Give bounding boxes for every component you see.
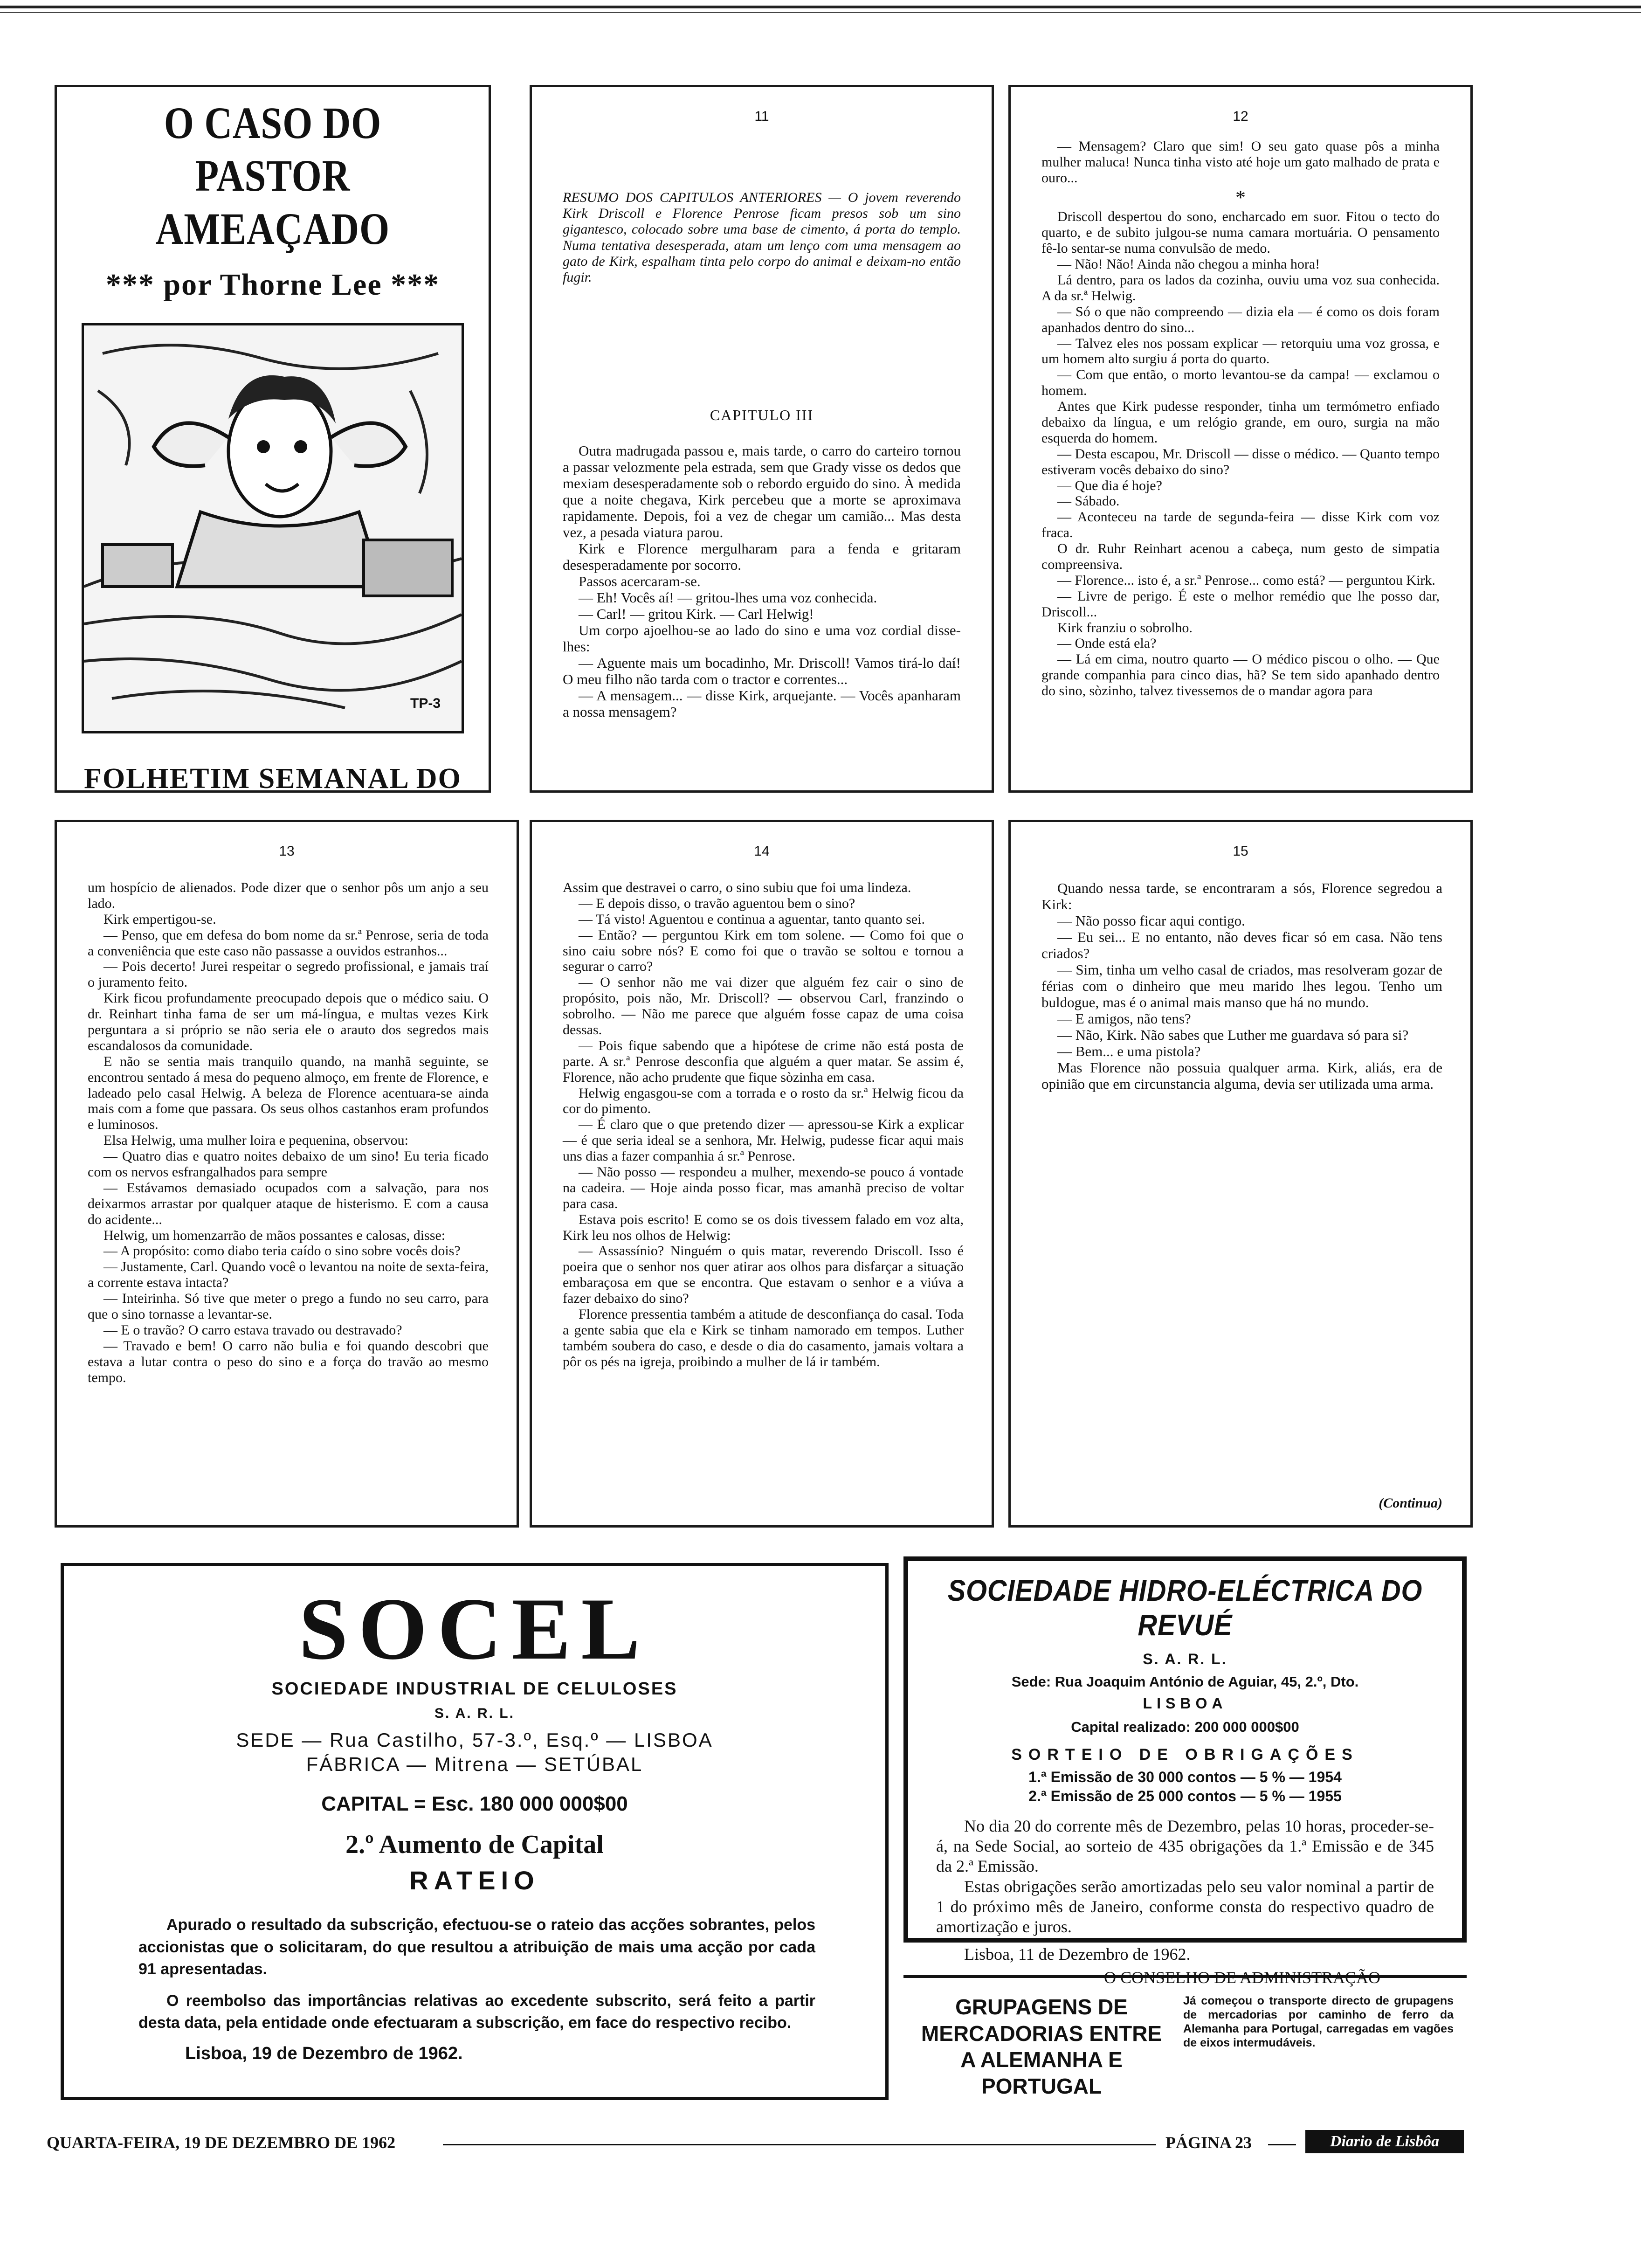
serial-author: *** por Thorne Lee *** bbox=[105, 267, 440, 302]
paragraph: — Não posso — respondeu a mulher, mexendo-se pouco á vontade na cadeira. — Hoje ainda posso ficar, mas amanhã preciso de voltar para casa. bbox=[563, 1164, 964, 1211]
socel-body bbox=[138, 1914, 815, 2034]
paragraph: — Pois fique sabendo que a hipótese de crime não está posta de parte. A sr.ª Penrose desconfia que alguém a quer matar. Se assim é, Florence, não acho prudente que fique sòzinha em casa. bbox=[563, 1037, 964, 1085]
serial-page-11 bbox=[530, 85, 994, 793]
revue-emissao-2: 2.ª Emissão de 25 000 contos — 5 % — 1955 bbox=[1028, 1788, 1342, 1805]
paragraph: — Onde está ela? bbox=[1057, 636, 1157, 651]
grupagens-text: Já começou o transporte directo de grupagens de mercadorias por caminho de ferro da Alemanha para Portugal, carregadas em vagões de eixos intermudáveis. bbox=[1183, 1994, 1454, 2049]
paragraph: — E depois disso, o travão aguentou bem o sino? bbox=[579, 895, 855, 911]
paragraph: — Pois decerto! Jurei respeitar o segredo profissional, e jamais traí o juramento feito. bbox=[88, 959, 489, 990]
socel-sede: SEDE — Rua Castilho, 57-3.º, Esq.º — LISBOA bbox=[236, 1729, 713, 1751]
paragraph: — Assassínio? Ninguém o quis matar, reverendo Driscoll. Isso é poeira que o senhor nos quer atirar aos olhos para disfarçar a situação embaraçosa em que se encontra. Que estavam o senhor e a viúva a fazer debaixo do sino? bbox=[563, 1243, 964, 1307]
paragraph: — Não posso ficar aqui contigo. bbox=[1057, 913, 1245, 929]
paragraph: — Eh! Vocês aí! — gritou-lhes uma voz conhecida. bbox=[579, 589, 877, 606]
paragraph: Driscoll despertou do sono, encharcado em suor. Fitou o tecto do quarto, e de subito julgou-se numa camara mortuária. O pensamento fê-lo sentar-se numa convulsão de medo. bbox=[1041, 209, 1440, 256]
revue-date: Lisboa, 11 de Dezembro de 1962. bbox=[964, 1945, 1191, 1964]
paragraph: — Bem... e uma pistola? bbox=[1057, 1043, 1201, 1060]
paragraph: — Não, Kirk. Não sabes que Luther me guardava só para si? bbox=[1057, 1027, 1409, 1044]
revue-emissao-1: 1.ª Emissão de 30 000 contos — 5 % — 1954 bbox=[1028, 1769, 1342, 1785]
revue-sarl: S. A. R. L. bbox=[1143, 1651, 1227, 1667]
paragraph: — Penso, que em defesa do bom nome da sr.ª Penrose, seria de toda a conveniência que este caso não passasse a ouvidos estranhos... bbox=[88, 927, 489, 959]
serial-page-15 bbox=[1008, 820, 1473, 1528]
paragraph: — Tá visto! Aguentou e continua a aguentar, tanto quanto sei. bbox=[579, 911, 925, 927]
paragraph: — Não! Não! Ainda não chegou a minha hora! bbox=[1057, 256, 1320, 272]
paragraph: Kirk e Florence mergulharam para a fenda e gritaram desesperadamente por socorro. bbox=[563, 540, 961, 574]
paragraph: Estava pois escrito! E como se os dois tivessem falado em voz alta, Kirk leu nos olhos de Helwig: bbox=[563, 1211, 964, 1243]
paragraph: Um corpo ajoelhou-se ao lado do sino e uma voz cordial disse-lhes: bbox=[563, 622, 961, 655]
paragraph: Kirk empertigou-se. bbox=[103, 911, 216, 927]
page-11-text bbox=[563, 443, 961, 720]
paragraph: Quando nessa tarde, se encontraram a sós, Florence segredou a Kirk: bbox=[1041, 880, 1442, 913]
paragraph: — Talvez eles nos possam explicar — retorquiu uma voz grossa, e um homem alto surgiu á porta do quarto. bbox=[1041, 335, 1440, 367]
section-break: * bbox=[1235, 186, 1246, 209]
paragraph: — Justamente, Carl. Quando você o levantou na noite de sexta-feira, a corrente estava intacta? bbox=[88, 1259, 489, 1291]
paragraph: — Lá em cima, noutro quarto — O médico piscou o olho. — Que grande companhia para cinco dias, hã? Se tem sido apanhado dentro do sino, sòzinho, talvez tivessemos de o mandar agora para bbox=[1041, 651, 1440, 699]
paragraph: — Aconteceu na tarde de segunda-feira — disse Kirk com voz fraca. bbox=[1041, 509, 1440, 541]
footer-masthead: Diario de Lisbôa bbox=[1305, 2130, 1464, 2153]
revue-body bbox=[936, 1816, 1434, 1937]
paragraph: — E amigos, não tens? bbox=[1057, 1010, 1191, 1027]
paragraph: — Inteirinha. Só tive que meter o prego a fundo no seu carro, para que o sino tornasse a levantar-se. bbox=[88, 1291, 489, 1322]
paragraph: Helwig engasgou-se com a torrada e o rosto da sr.ª Helwig ficou da cor do pimento. bbox=[563, 1085, 964, 1117]
paragraph: — É claro que o que pretendo dizer — apressou-se Kirk a explicar — é que seria ideal se a senhora, Mr. Helwig, pudesse ficar aqui mais uns dias a fazer companhia á sr.ª Penrose. bbox=[563, 1117, 964, 1164]
illustration-man-in-bed bbox=[82, 323, 464, 733]
socel-subtitle: SOCIEDADE INDUSTRIAL DE CELULOSES bbox=[271, 1679, 678, 1699]
paragraph: — E o travão? O carro estava travado ou destravado? bbox=[103, 1322, 402, 1338]
page-number: 12 bbox=[1233, 109, 1248, 124]
page-footer bbox=[47, 2133, 1464, 2161]
illustration-signature: TP-3 bbox=[410, 695, 441, 711]
paragraph: — A propósito: como diabo teria caído o sino sobre vocês dois? bbox=[103, 1243, 461, 1259]
paragraph: — Desta escapou, Mr. Driscoll — disse o médico. — Quanto tempo estiveram vocês debaixo do sino? bbox=[1041, 446, 1440, 477]
page-14-text bbox=[563, 880, 964, 1370]
socel-sarl: S. A. R. L. bbox=[434, 1706, 515, 1721]
revue-sorteio: SORTEIO DE OBRIGAÇÕES bbox=[1011, 1746, 1359, 1763]
serial-page-12 bbox=[1008, 85, 1473, 793]
grupagens-advertisement bbox=[903, 1975, 1467, 2098]
page-number: 14 bbox=[754, 844, 770, 859]
paragraph: — Com que então, o morto levantou-se da campa! — exclamou o homem. bbox=[1041, 367, 1440, 399]
page-12-text bbox=[1041, 138, 1440, 699]
socel-paragraph: O reembolso das importâncias relativas ao excedente subscrito, será feito a partir desta data, pela entidade onde efectuaram a subscrição, em face do respectivo recibo. bbox=[138, 1991, 815, 2032]
serial-title bbox=[87, 97, 458, 255]
top-rule bbox=[0, 6, 1641, 8]
paragraph: — Sábado. bbox=[1057, 493, 1120, 509]
socel-capital: CAPITAL = Esc. 180 000 000$00 bbox=[321, 1792, 628, 1815]
grupagens-title: GRUPAGENS DE MERCADORIAS ENTRE A ALEMANHA E PORTUGAL bbox=[921, 1995, 1162, 2098]
revue-title: SOCIEDADE HIDRO-ELÉCTRICA DO REVUÉ bbox=[947, 1574, 1423, 1642]
paragraph: Kirk ficou profundamente preocupado depois que o médico saiu. O dr. Reinhart tinha fama de ser um má-língua, e multas vezes Kirk perguntara a si próprio se não seria ele o arauto dos segredos mais escandalosos da comunidade. bbox=[88, 990, 489, 1053]
socel-paragraph: Apurado o resultado da subscrição, efectuou-se o rateio das acções sobrantes, pelos accionistas que o solicitaram, do que resultou a atribuição de mais uma acção por cada 91 apresentadas. bbox=[138, 1916, 815, 1978]
serial-page-14 bbox=[530, 820, 994, 1528]
resumo-paragraph: RESUMO DOS CAPITULOS ANTERIORES — O jovem reverendo Kirk Driscoll e Florence Penrose ficam presos sob um sino gigantesco, colocado sobre uma base de cimento, á porta do templo. Numa tentativa desesperada, atam um lenço com uma mensagem ao gato de Kirk, espalham tinta pelo corpo do animal e deixam-no então fugir. bbox=[563, 190, 961, 285]
footer-page-number: PÁGINA 23 bbox=[1165, 2133, 1252, 2152]
paragraph: — Sim, tinha um velho casal de criados, mas resolveram gozar de férias com o dinheiro que meu marido lhes legou. Tenho um buldogue, mas é o animal mais manso que há no mundo. bbox=[1041, 961, 1442, 1011]
revue-advertisement bbox=[903, 1556, 1467, 1987]
paragraph: — Livre de perigo. É este o melhor remédio que lhe posso dar, Driscoll... bbox=[1041, 588, 1440, 620]
paragraph: Kirk franziu o sobrolho. bbox=[1057, 620, 1193, 636]
footer-date: QUARTA-FEIRA, 19 DE DEZEMBRO DE 1962 bbox=[47, 2133, 396, 2152]
paragraph: — Que dia é hoje? bbox=[1057, 477, 1162, 493]
paragraph: — O senhor não me vai dizer que alguém fez cair o sino de propósito, pois não, Mr. Driscoll? — observou Carl, franzindo o sobrolho. — Não me parece que alguém fosse capaz de uma coisa dessas. bbox=[563, 975, 964, 1038]
paragraph: Lá dentro, para os lados da cozinha, ouviu uma voz sua conhecida. A da sr.ª Helwig. bbox=[1041, 272, 1440, 304]
page-13-text bbox=[88, 880, 489, 1386]
paragraph: Assim que destravei o carro, o sino subiu que foi uma lindeza. bbox=[563, 880, 911, 895]
paragraph: — Travado e bem! O carro não bulia e foi quando descobri que estava a lutar contra o peso do sino e a força do travão ao mesmo tempo. bbox=[88, 1338, 489, 1385]
page-number: 13 bbox=[279, 844, 295, 859]
paragraph: — Carl! — gritou Kirk. — Carl Helwig! bbox=[579, 606, 814, 622]
socel-name: SOCEL bbox=[298, 1580, 651, 1678]
top-rule-thin bbox=[0, 12, 1641, 13]
chapter-heading: CAPITULO III bbox=[710, 407, 814, 424]
illustration-drawing bbox=[84, 325, 462, 731]
paragraph: — Aguente mais um bocadinho, Mr. Driscoll! Vamos tirá-lo daí! O meu filho não tarda com o tractor e correntes... bbox=[563, 655, 961, 688]
socel-rateio: RATEIO bbox=[409, 1866, 540, 1895]
footer-rule bbox=[443, 2144, 1156, 2145]
revue-sede: Sede: Rua Joaquim António de Aguiar, 45, 2.º, Dto. bbox=[1011, 1673, 1359, 1690]
revue-paragraph: No dia 20 do corrente mês de Dezembro, pelas 10 horas, proceder-se-á, na Sede Social, ao sorteio de 435 obrigações da 1.ª Emissão e de 345 da 2.ª Emissão. bbox=[936, 1817, 1434, 1876]
page-15-text bbox=[1041, 880, 1442, 1092]
revue-paragraph: Estas obrigações serão amortizadas pelo seu valor nominal a partir de 1 do próximo mês de Janeiro, conforme consta do respectivo quadro de amortização e juros. bbox=[936, 1877, 1434, 1936]
paragraph: — Quatro dias e quatro noites debaixo de um sino! Eu teria ficado com os nervos esfrangalhados para sempre bbox=[88, 1148, 489, 1180]
paragraph: — Então? — perguntou Kirk em tom solene. — Como foi que o sino caiu sobre nós? E como foi que o travão se soltou e tornou a segurar o carro? bbox=[563, 927, 964, 975]
paragraph: Elsa Helwig, uma mulher loira e pequenina, observou: bbox=[103, 1133, 408, 1148]
serial-title-panel bbox=[55, 85, 491, 793]
paragraph: Passos acercaram-se. bbox=[579, 573, 701, 590]
serial-footer-label: FOLHETIM SEMANAL DO bbox=[84, 762, 462, 793]
paragraph: — Florence... isto é, a sr.ª Penrose... como está? — perguntou Kirk. bbox=[1057, 572, 1435, 588]
serial-title-line2: AMEAÇADO bbox=[155, 203, 390, 254]
footer-rule-short bbox=[1268, 2144, 1296, 2145]
page-number: 15 bbox=[1233, 844, 1248, 859]
revue-capital: Capital realizado: 200 000 000$00 bbox=[1071, 1719, 1299, 1735]
socel-fabrica: FÁBRICA — Mitrena — SETÚBAL bbox=[306, 1753, 643, 1775]
serial-page-13 bbox=[55, 820, 519, 1528]
paragraph: Antes que Kirk pudesse responder, tinha um termómetro enfiado debaixo da língua, e um relógio grande, em ouro, surgia na mão esquerda do homem. bbox=[1041, 399, 1440, 446]
paragraph: E não se sentia mais tranquilo quando, na manhã seguinte, se encontrou sentado á mesa do pequeno almoço, em frente de Florence, e ladeado pelo casal Helwig. A beleza de Florence acentuara-se ainda mais com a fome que passara. Os seus olhos castanhos eram profundos e luminosos. bbox=[88, 1053, 489, 1133]
paragraph: Outra madrugada passou e, mais tarde, o carro do carteiro tornou a passar velozmente pela estrada, sem que Grady visse os dedos que mexiam desesperadamente sob o rebordo erguido do sino. À medida que a noite chegava, Kirk percebeu que a morte se aproximava rapidamente. Depois, foi a vez de chegar um camião... Mas desta vez, a pesada viatura parou. bbox=[563, 443, 961, 541]
paragraph: — Eu sei... E no entanto, não deves ficar só em casa. Não tens criados? bbox=[1041, 929, 1442, 962]
socel-date: Lisboa, 19 de Dezembro de 1962. bbox=[185, 2043, 463, 2063]
page-number: 11 bbox=[754, 109, 769, 124]
paragraph: — Só o que não compreendo — dizia ela — é como os dois foram apanhados dentro do sino... bbox=[1041, 304, 1440, 335]
continua-label: (Continua) bbox=[1379, 1495, 1442, 1511]
paragraph: Mas Florence não possuia qualquer arma. Kirk, aliás, era de opinião que em circunstancia alguma, devia ser utilizada uma arma. bbox=[1041, 1059, 1442, 1093]
paragraph: um hospício de alienados. Pode dizer que o senhor pôs um anjo a seu lado. bbox=[88, 880, 489, 911]
paragraph: — Mensagem? Claro que sim! O seu gato quase pôs a minha mulher maluca! Nunca tinha visto até hoje um gato malhado de prata e ouro... bbox=[1041, 138, 1440, 186]
serial-title-line1: O CASO DO PASTOR bbox=[164, 98, 382, 201]
paragraph: Helwig, um homenzarrão de mãos possantes e calosas, disse: bbox=[103, 1227, 446, 1243]
paragraph: O dr. Ruhr Reinhart acenou a cabeça, num gesto de simpatia compreensiva. bbox=[1041, 541, 1440, 572]
revue-lisboa: LISBOA bbox=[1143, 1695, 1227, 1712]
socel-aumento: 2.º Aumento de Capital bbox=[345, 1830, 604, 1859]
revue-conselho: O CONSELHO DE ADMINISTRAÇÃO bbox=[1104, 1968, 1381, 1987]
paragraph: Florence pressentia também a atitude de desconfiança do casal. Toda a gente sabia que ela e Kirk se tinham namorado em tempos. Luther também soubera do caso, e desde o dia do casamento, jamais voltara a pôr os pés na igreja, proibindo a mulher de lá ir também. bbox=[563, 1307, 964, 1369]
paragraph: — Estávamos demasiado ocupados com a salvação, para nos deixarmos arrastar por qualquer ataque de histerismo. E com a causa do acidente... bbox=[88, 1180, 489, 1227]
socel-advertisement bbox=[61, 1563, 889, 2100]
paragraph: — A mensagem... — disse Kirk, arquejante. — Vocês apanharam a nossa mensagem? bbox=[563, 687, 961, 720]
